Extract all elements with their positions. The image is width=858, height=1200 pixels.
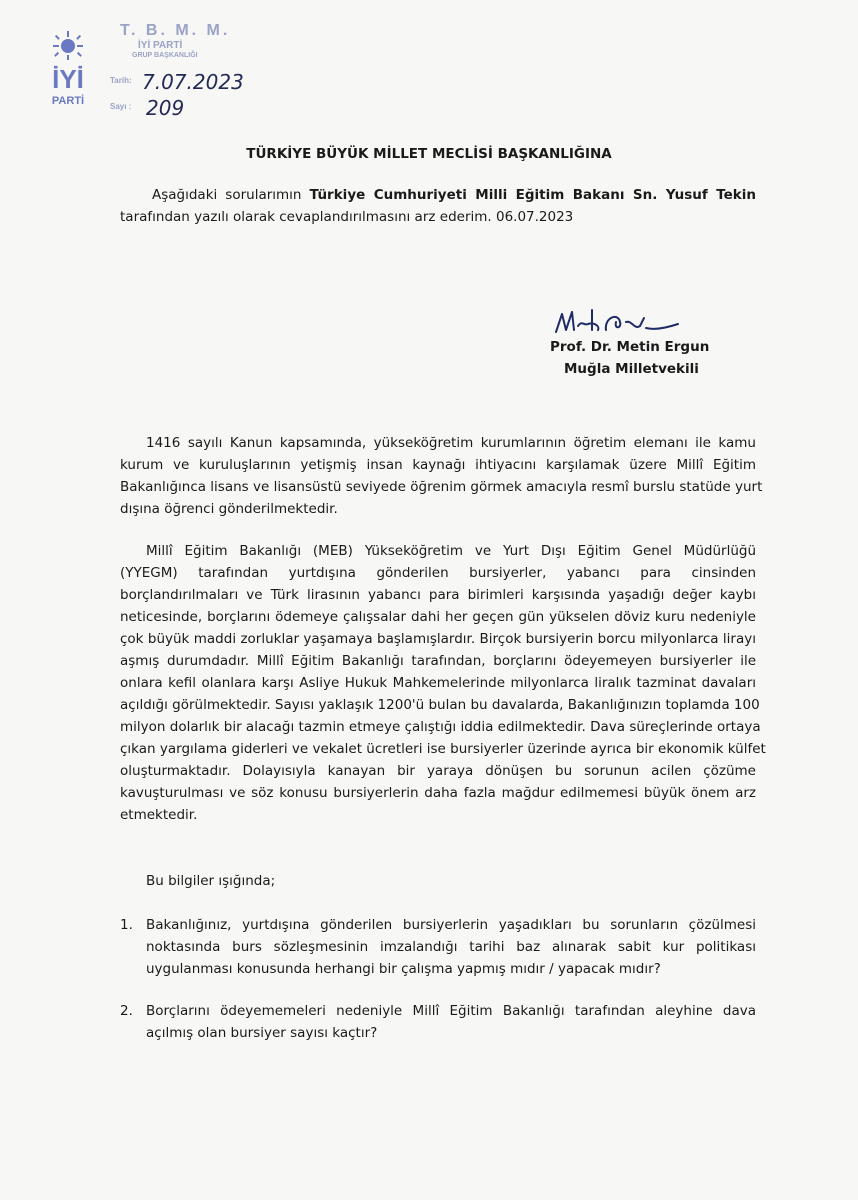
paragraph-line: oluşturmaktadır. Dolayısıyla kanayan bir yaraya dönüşen bu sorunun acilen çözüme	[120, 763, 756, 779]
paragraph-line: dışına öğrenci gönderilmektedir.	[120, 501, 338, 517]
signatory	[550, 336, 709, 380]
question-number: 2.	[120, 1003, 133, 1019]
question-1	[120, 914, 756, 980]
paragraph-line: Millî Eğitim Bakanlığı (MEB) Yükseköğretim ve Yurt Dışı Eğitim Genel Müdürlüğü	[146, 543, 756, 559]
signatory-role: Muğla Milletvekili	[564, 361, 699, 377]
paragraph-1	[120, 432, 763, 520]
paragraph-line: 1416 sayılı Kanun kapsamında, yükseköğretim kurumlarının öğretim elemanı ile kamu	[146, 435, 756, 451]
paragraph-line: onlara kefil olanlara karşı Asliye Hukuk Mahkemelerinde milyonlarca liralık tazminat davaları	[120, 675, 756, 691]
question-line: uygulanması konusunda herhangi bir çalışma yapmış mıdır / yapacak mıdır?	[146, 961, 661, 977]
document-title: TÜRKİYE BÜYÜK MİLLET MECLİSİ BAŞKANLIĞINA	[246, 146, 612, 162]
question-2	[120, 1000, 756, 1044]
stamp-party: İYİ PARTİ	[138, 40, 183, 51]
question-line: Borçlarını ödeyememeleri nedeniyle Millî Eğitim Bakanlığı tarafından aleyhine dava	[146, 1003, 756, 1019]
paragraph-line: (YYEGM) tarafından yurtdışına gönderilen bursiyerler, yabancı para cinsinden	[120, 565, 756, 581]
intro-text: Aşağıdaki sorularımın	[152, 187, 310, 203]
intro-line-1	[120, 184, 756, 206]
paragraph-line: borçlandırılmaları ve Türk lirasının yabancı para birimleri karşısında yaşadığı değer kaybı	[120, 587, 756, 603]
stamp-tbmm: T. B. M. M.	[120, 22, 231, 39]
paragraph-line: etmektedir.	[120, 807, 198, 823]
logo-subtext: PARTİ	[51, 95, 85, 107]
stamp-group: GRUP BAŞKANLIĞI	[132, 52, 198, 59]
lead-in: Bu bilgiler ışığında;	[146, 873, 276, 889]
question-line: noktasında burs sözleşmesinin imzalandığı tarihi baz alınarak sabit kur politikası	[146, 939, 756, 955]
intro-paragraph	[120, 184, 756, 228]
paragraph-line: neticesinde, borçlarını ödemeye çalışsalar dahi her geçen gün yükselen döviz kuru nedeniyle	[120, 609, 756, 625]
intro-line-2: tarafından yazılı olarak cevaplandırılmasını arz ederim. 06.07.2023	[120, 209, 574, 225]
paragraph-2	[120, 540, 766, 826]
paragraph-line: çok büyük maddi zorluklar yaşamaya başlamışlardır. Birçok bursiyerin borcu milyonlarca lirayı	[120, 631, 756, 647]
stamp-number-value: 209	[146, 96, 185, 120]
paragraph-line: kavuşturulması ve söz konusu bursiyerlerin daha fazla mağdur edilmemesi büyük önem arz	[120, 785, 756, 801]
question-number: 1.	[120, 917, 133, 933]
paragraph-line: kurum ve kuruluşlarının yetişmiş insan kaynağı ihtiyacını karşılamak üzere Millî Eğitim	[120, 457, 756, 473]
stamp-date-label: Tarih:	[110, 76, 132, 85]
paragraph-line: çıkan yargılama giderleri ve vekalet ücretleri ise bursiyerler üzerinde ayrıca bir ekonomik külfet	[120, 741, 766, 757]
signatory-name: Prof. Dr. Metin Ergun	[550, 339, 710, 355]
paragraph-line: milyon dolarlık bir alacağı tazmin etmeye çalıştığı iddia edilmektedir. Dava süreçlerinde ortaya	[120, 719, 761, 735]
paragraph-line: Bakanlığınca lisans ve lisansüstü seviyede öğrenim görmek amacıyla resmî burslu statüde yurt	[120, 479, 763, 495]
paragraph-line: açıldığı görülmektedir. Sayısı yaklaşık 1200'ü bulan bu davalarda, Bakanlığınızın toplamda 100	[120, 697, 760, 713]
stamp-date-value: 7.07.2023	[142, 70, 244, 94]
logo-text: İYİ	[52, 64, 84, 94]
intro-addressee: Türkiye Cumhuriyeti Milli Eğitim Bakanı Sn. Yusuf Tekin	[309, 187, 756, 203]
paragraph-line: aşmış durumdadır. Millî Eğitim Bakanlığı tarafından, borçlarını ödeyemeyen bursiyerler ile	[120, 653, 756, 669]
question-line: açılmış olan bursiyer sayısı kaçtır?	[146, 1025, 378, 1041]
stamp-number-label: Sayı :	[110, 102, 132, 111]
iyi-party-logo	[40, 30, 96, 110]
question-line: Bakanlığınız, yurtdışına gönderilen bursiyerlerin yaşadıkları bu sorunların çözülmesi	[146, 917, 756, 933]
